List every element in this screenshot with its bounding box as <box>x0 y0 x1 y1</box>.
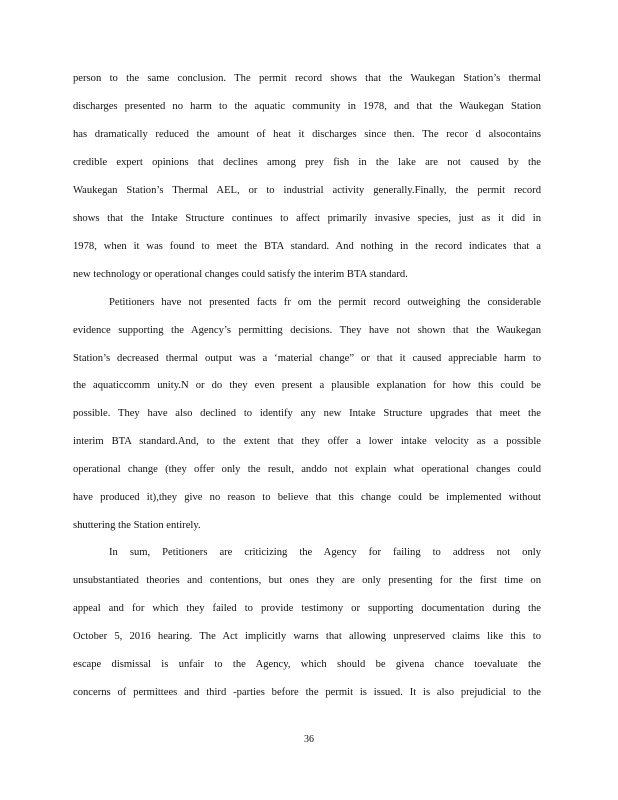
text-line: person to the same conclusion. The permit record shows that the Waukegan Station’s thermal <box>73 73 541 84</box>
text-line: escape dismissal is unfair to the Agency, which should be givena chance toevaluate the <box>73 659 541 670</box>
text-line: concerns of permittees and third -parties before the permit is issued. It is also prejudicial to the <box>73 687 541 698</box>
text-line: 1978, when it was found to meet the BTA standard. And nothing in the record indicates that a <box>73 241 541 252</box>
text-line: possible. They have also declined to identify any new Intake Structure upgrades that meet the <box>73 408 541 419</box>
text-line: interim BTA standard.And, to the extent that they offer a lower intake velocity as a possible <box>73 436 541 447</box>
text-line: unsubstantiated theories and contentions, but ones they are only presenting for the first time on <box>73 575 541 586</box>
text-line: have produced it),they give no reason to believe that this change could be implemented without <box>73 492 541 503</box>
paragraph-first-line: Petitioners have not presented facts fr om the permit record outweighing the considerable <box>109 297 541 308</box>
text-line: evidence supporting the Agency’s permitting decisions. They have not shown that the Waukegan <box>73 325 541 336</box>
text-line: Station’s decreased thermal output was a ‘material change” or that it caused appreciable harm to <box>73 353 541 364</box>
text-line: operational change (they offer only the result, anddo not explain what operational changes could <box>73 464 541 475</box>
page-number: 36 <box>304 734 314 745</box>
paragraph-first-line: In sum, Petitioners are criticizing the Agency for failing to address not only <box>109 547 541 558</box>
text-line: new technology or operational changes could satisfy the interim BTA standard. <box>73 269 408 280</box>
text-line: the aquaticcomm unity.N or do they even present a plausible explanation for how this could be <box>73 380 541 391</box>
text-line: Waukegan Station’s Thermal AEL, or to industrial activity generally.Finally, the permit record <box>73 185 541 196</box>
text-line: credible expert opinions that declines among prey fish in the lake are not caused by the <box>73 157 541 168</box>
text-line: discharges presented no harm to the aquatic community in 1978, and that the Waukegan Station <box>73 101 541 112</box>
text-line: has dramatically reduced the amount of heat it discharges since then. The recor d alsocontains <box>73 129 541 140</box>
text-line: October 5, 2016 hearing. The Act implicitly warns that allowing unpreserved claims like this to <box>73 631 541 642</box>
text-line: shuttering the Station entirely. <box>73 520 201 531</box>
text-line: appeal and for which they failed to provide testimony or supporting documentation during the <box>73 603 541 614</box>
text-line: shows that the Intake Structure continues to affect primarily invasive species, just as it did in <box>73 213 541 224</box>
